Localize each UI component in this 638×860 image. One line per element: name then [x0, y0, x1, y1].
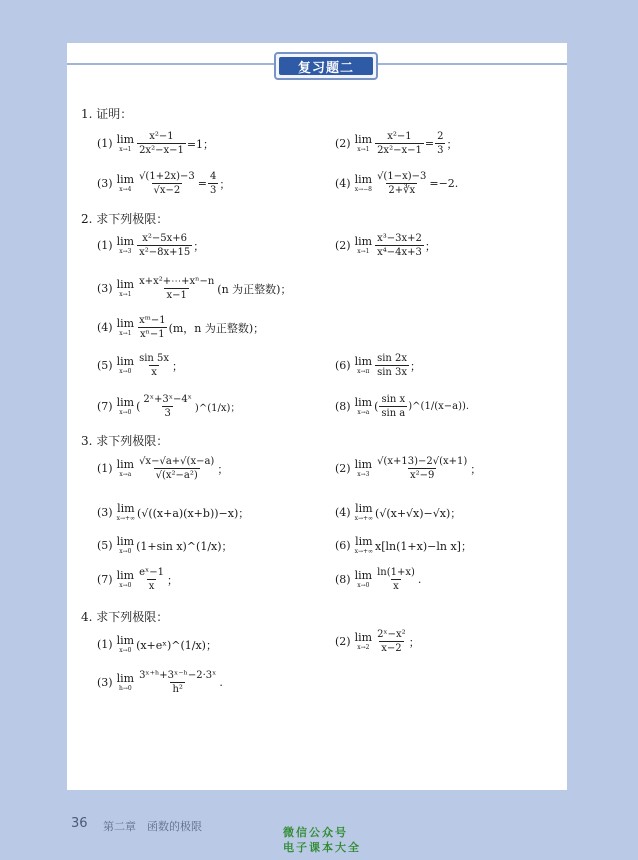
lim-word: lim: [116, 278, 135, 291]
problem-1-3: [97, 171, 230, 196]
lim-subscript: x→0: [119, 368, 132, 375]
lim-word: lim: [355, 502, 373, 515]
lim-subscript: x→0: [119, 409, 132, 416]
lim-word: lim: [116, 396, 135, 409]
item-number: (5): [97, 359, 113, 372]
lim-word: lim: [116, 235, 135, 248]
problem-2-8: [335, 394, 469, 419]
item-number: (6): [335, 539, 351, 552]
denominator: √x−2: [153, 185, 181, 196]
page-sheet: [67, 43, 567, 790]
fraction: [137, 567, 166, 592]
problem-2-1: [97, 233, 204, 258]
denominator: 3: [164, 408, 171, 419]
expression: (√(x+√x)−√x)；: [375, 506, 462, 520]
numerator: 2ˣ+3ˣ−4ˣ: [143, 394, 192, 405]
item-tail: )^(1/x)；: [194, 403, 241, 414]
problem-2-3: [97, 276, 291, 301]
limit-operator: [355, 570, 372, 589]
lim-word: lim: [354, 173, 373, 186]
lim-word: lim: [354, 458, 373, 471]
problem-3-5: [97, 536, 233, 555]
limit-operator: [355, 503, 373, 522]
item-tail: (n 为正整数)；: [217, 282, 292, 296]
limit-operator: [117, 318, 134, 337]
limit-operator: [117, 503, 135, 522]
limit-operator: [355, 356, 372, 375]
limit-operator: [117, 174, 134, 193]
item-number: (6): [335, 359, 351, 372]
numerator: √x−√a+√(x−a): [139, 456, 215, 467]
numerator: √(1+2x)−3: [139, 171, 195, 182]
lim-subscript: x→2: [357, 644, 370, 651]
lim-word: lim: [355, 535, 373, 548]
numerator: 2ˣ−x²: [377, 629, 406, 640]
fraction: [375, 131, 424, 156]
problem-3-8: [335, 567, 421, 592]
fraction: [137, 131, 186, 156]
numerator: 4: [209, 171, 217, 182]
title-badge: [274, 52, 378, 80]
problem-4-3: [97, 670, 223, 695]
equals-sign: =: [424, 137, 435, 150]
item-number: (1): [97, 638, 113, 651]
section-heading-4: 4. 求下列极限：: [81, 610, 169, 624]
problem-2-6: [335, 353, 421, 378]
item-number: (1): [97, 239, 113, 252]
open-paren: (: [374, 400, 379, 413]
lim-subscript: x→0: [119, 647, 132, 654]
lim-word: lim: [354, 133, 373, 146]
problem-2-4: [97, 315, 264, 340]
denominator: x: [393, 581, 399, 592]
numerator: xᵐ−1: [139, 315, 166, 326]
lim-word: lim: [116, 317, 135, 330]
limit-operator: [117, 134, 134, 153]
item-tail: ；: [410, 359, 422, 373]
lim-subscript: x→0: [119, 548, 132, 555]
item-tail: ；: [470, 462, 482, 476]
expression: (1+sin x)^(1/x)；: [136, 539, 233, 553]
watermark-line-1: 微信公众号: [283, 826, 348, 839]
problem-3-2: [335, 456, 481, 481]
problem-2-5: [97, 353, 183, 378]
fraction: [137, 171, 197, 196]
problem-3-6: [335, 536, 472, 555]
item-number: (5): [97, 539, 113, 552]
denominator: x−1: [166, 290, 187, 301]
fraction: [375, 353, 409, 378]
lim-word: lim: [116, 569, 135, 582]
numerator: sin 2x: [377, 353, 408, 364]
item-number: (3): [97, 676, 113, 689]
numerator: √(1−x)−3: [377, 171, 427, 182]
item-number: (8): [335, 573, 351, 586]
lim-subscript: x→+∞: [354, 515, 374, 522]
result-fraction: [208, 171, 218, 196]
item-tail: =1；: [186, 137, 215, 151]
problem-4-1: [97, 635, 217, 654]
denominator: x²−8x+15: [139, 247, 191, 258]
numerator: sin 5x: [139, 353, 170, 364]
lim-word: lim: [116, 458, 135, 471]
denominator: x−2: [381, 643, 402, 654]
problem-4-2: [335, 629, 420, 654]
lim-word: lim: [116, 173, 135, 186]
problem-1-4: [335, 171, 458, 196]
limit-operator: [355, 397, 372, 416]
lim-word: lim: [354, 631, 373, 644]
lim-subscript: x→0: [357, 582, 370, 589]
fraction: [137, 353, 171, 378]
expression: x[ln(1+x)−ln x]；: [375, 539, 472, 553]
problem-2-2: [335, 233, 436, 258]
lim-word: lim: [116, 133, 135, 146]
limit-operator: [355, 134, 372, 153]
problem-2-7: [97, 394, 240, 419]
lim-subscript: x→+∞: [354, 548, 374, 555]
denominator: 2x²−x−1: [139, 145, 184, 156]
watermark-line-2: 电子课本大全: [283, 841, 361, 854]
page-title: 复习题二: [279, 57, 373, 75]
item-number: (2): [335, 239, 351, 252]
fraction: [375, 567, 417, 592]
item-tail: ；: [446, 137, 458, 151]
item-number: (2): [335, 635, 351, 648]
item-tail: )^(1/(x−a)).: [408, 401, 470, 412]
item-number: (7): [97, 573, 113, 586]
lim-subscript: x→a: [357, 409, 370, 416]
lim-subscript: x→1: [119, 146, 132, 153]
fraction: [375, 456, 469, 481]
limit-operator: [355, 236, 372, 255]
expression: (√((x+a)(x+b))−x)；: [137, 506, 250, 520]
numerator: 2: [437, 131, 444, 142]
denominator: sin a: [381, 408, 406, 419]
limit-operator: [355, 174, 372, 193]
limit-operator: [117, 673, 134, 692]
lim-subscript: h→0: [118, 685, 132, 692]
item-tail: (m，n 为正整数)；: [168, 321, 265, 335]
section-heading-3: 3. 求下列极限：: [81, 434, 169, 448]
limit-operator: [117, 356, 134, 375]
lim-word: lim: [354, 396, 373, 409]
section-heading-1: 1. 证明：: [81, 107, 133, 121]
lim-subscript: x→3: [357, 471, 370, 478]
item-number: (2): [335, 137, 351, 150]
lim-word: lim: [116, 355, 135, 368]
lim-subscript: x→1: [119, 330, 132, 337]
equals-sign: =: [197, 177, 207, 190]
chapter-label: 第二章 函数的极限: [103, 820, 202, 833]
fraction: [375, 171, 428, 196]
denominator: 2x²−x−1: [377, 145, 422, 156]
denominator: √(x²−a²): [155, 470, 198, 481]
lim-word: lim: [116, 634, 135, 647]
numerator: x²−1: [387, 131, 412, 142]
fraction: [137, 670, 218, 695]
numerator: 3ˣ⁺ʰ+3ˣ⁻ʰ−2·3ˣ: [139, 670, 217, 681]
fraction: [137, 233, 192, 258]
page-number: 36: [71, 816, 88, 831]
item-tail: ；: [424, 239, 436, 253]
lim-subscript: x→π: [357, 368, 370, 375]
limit-operator: [117, 536, 134, 555]
item-number: (3): [97, 282, 113, 295]
item-number: (3): [97, 506, 113, 519]
lim-subscript: x→1: [357, 248, 370, 255]
fraction: [141, 394, 194, 419]
problem-1-2: [335, 131, 457, 156]
limit-operator: [117, 279, 134, 298]
denominator: 2+∛x: [388, 185, 416, 196]
denominator: xⁿ−1: [139, 329, 165, 340]
denominator: sin 3x: [377, 367, 408, 378]
denominator: x²−9: [409, 470, 435, 481]
item-number: (1): [97, 462, 113, 475]
problem-1-1: [97, 131, 214, 156]
numerator: eˣ−1: [139, 567, 164, 578]
item-tail: ；: [193, 239, 205, 253]
item-tail: ；: [172, 359, 184, 373]
numerator: x+x²+⋯+xⁿ−n: [139, 276, 215, 287]
fraction: [379, 394, 407, 419]
section-heading-2: 2. 求下列极限：: [81, 212, 169, 226]
denominator: 3: [437, 145, 444, 156]
item-number: (4): [97, 321, 113, 334]
lim-subscript: x→−8: [354, 186, 372, 193]
problem-3-7: [97, 567, 178, 592]
lim-subscript: x→+∞: [116, 515, 136, 522]
denominator: 3: [209, 185, 217, 196]
fraction: [375, 629, 408, 654]
item-tail: ；: [408, 635, 420, 649]
numerator: x³−3x+2: [377, 233, 422, 244]
limit-operator: [355, 632, 372, 651]
problem-3-3: [97, 503, 249, 522]
item-number: (1): [97, 137, 113, 150]
limit-operator: [355, 459, 372, 478]
open-paren: (: [136, 400, 141, 413]
lim-subscript: x→0: [119, 582, 132, 589]
limit-operator: [117, 397, 134, 416]
lim-subscript: x→1: [357, 146, 370, 153]
item-number: (3): [97, 177, 113, 190]
item-tail: .: [219, 676, 223, 689]
lim-subscript: x→4: [119, 186, 132, 193]
result-fraction: [435, 131, 445, 156]
limit-operator: [355, 536, 373, 555]
lim-subscript: x→a: [119, 471, 132, 478]
lim-word: lim: [116, 672, 135, 685]
item-number: (4): [335, 506, 351, 519]
denominator: x: [151, 367, 157, 378]
numerator: x²−5x+6: [142, 233, 188, 244]
item-tail: ；: [217, 462, 229, 476]
lim-subscript: x→3: [119, 248, 132, 255]
denominator: x: [148, 581, 155, 592]
limit-operator: [117, 635, 134, 654]
fraction: [375, 233, 424, 258]
item-tail: ；: [219, 177, 231, 191]
denominator: h²: [172, 684, 183, 695]
numerator: x²−1: [149, 131, 174, 142]
item-number: (8): [335, 400, 351, 413]
lim-word: lim: [354, 355, 373, 368]
numerator: sin x: [381, 394, 406, 405]
lim-word: lim: [116, 535, 135, 548]
problem-3-1: [97, 456, 228, 481]
lim-word: lim: [354, 569, 373, 582]
problem-3-4: [335, 503, 461, 522]
lim-word: lim: [354, 235, 373, 248]
lim-word: lim: [117, 502, 135, 515]
item-tail: .: [417, 573, 422, 586]
fraction: [137, 315, 168, 340]
item-number: (2): [335, 462, 351, 475]
lim-subscript: x→1: [119, 291, 132, 298]
limit-operator: [117, 570, 134, 589]
limit-operator: [117, 236, 134, 255]
item-tail: ；: [166, 573, 178, 587]
numerator: √(x+13)−2√(x+1): [377, 456, 468, 467]
item-tail: =−2.: [429, 177, 459, 190]
denominator: x⁴−4x+3: [377, 247, 422, 258]
limit-operator: [117, 459, 134, 478]
fraction: [137, 456, 216, 481]
numerator: ln(1+x): [377, 567, 415, 578]
expression: (x+eˣ)^(1/x)；: [136, 638, 217, 652]
item-number: (7): [97, 400, 113, 413]
fraction: [137, 276, 216, 301]
item-number: (4): [335, 177, 351, 190]
